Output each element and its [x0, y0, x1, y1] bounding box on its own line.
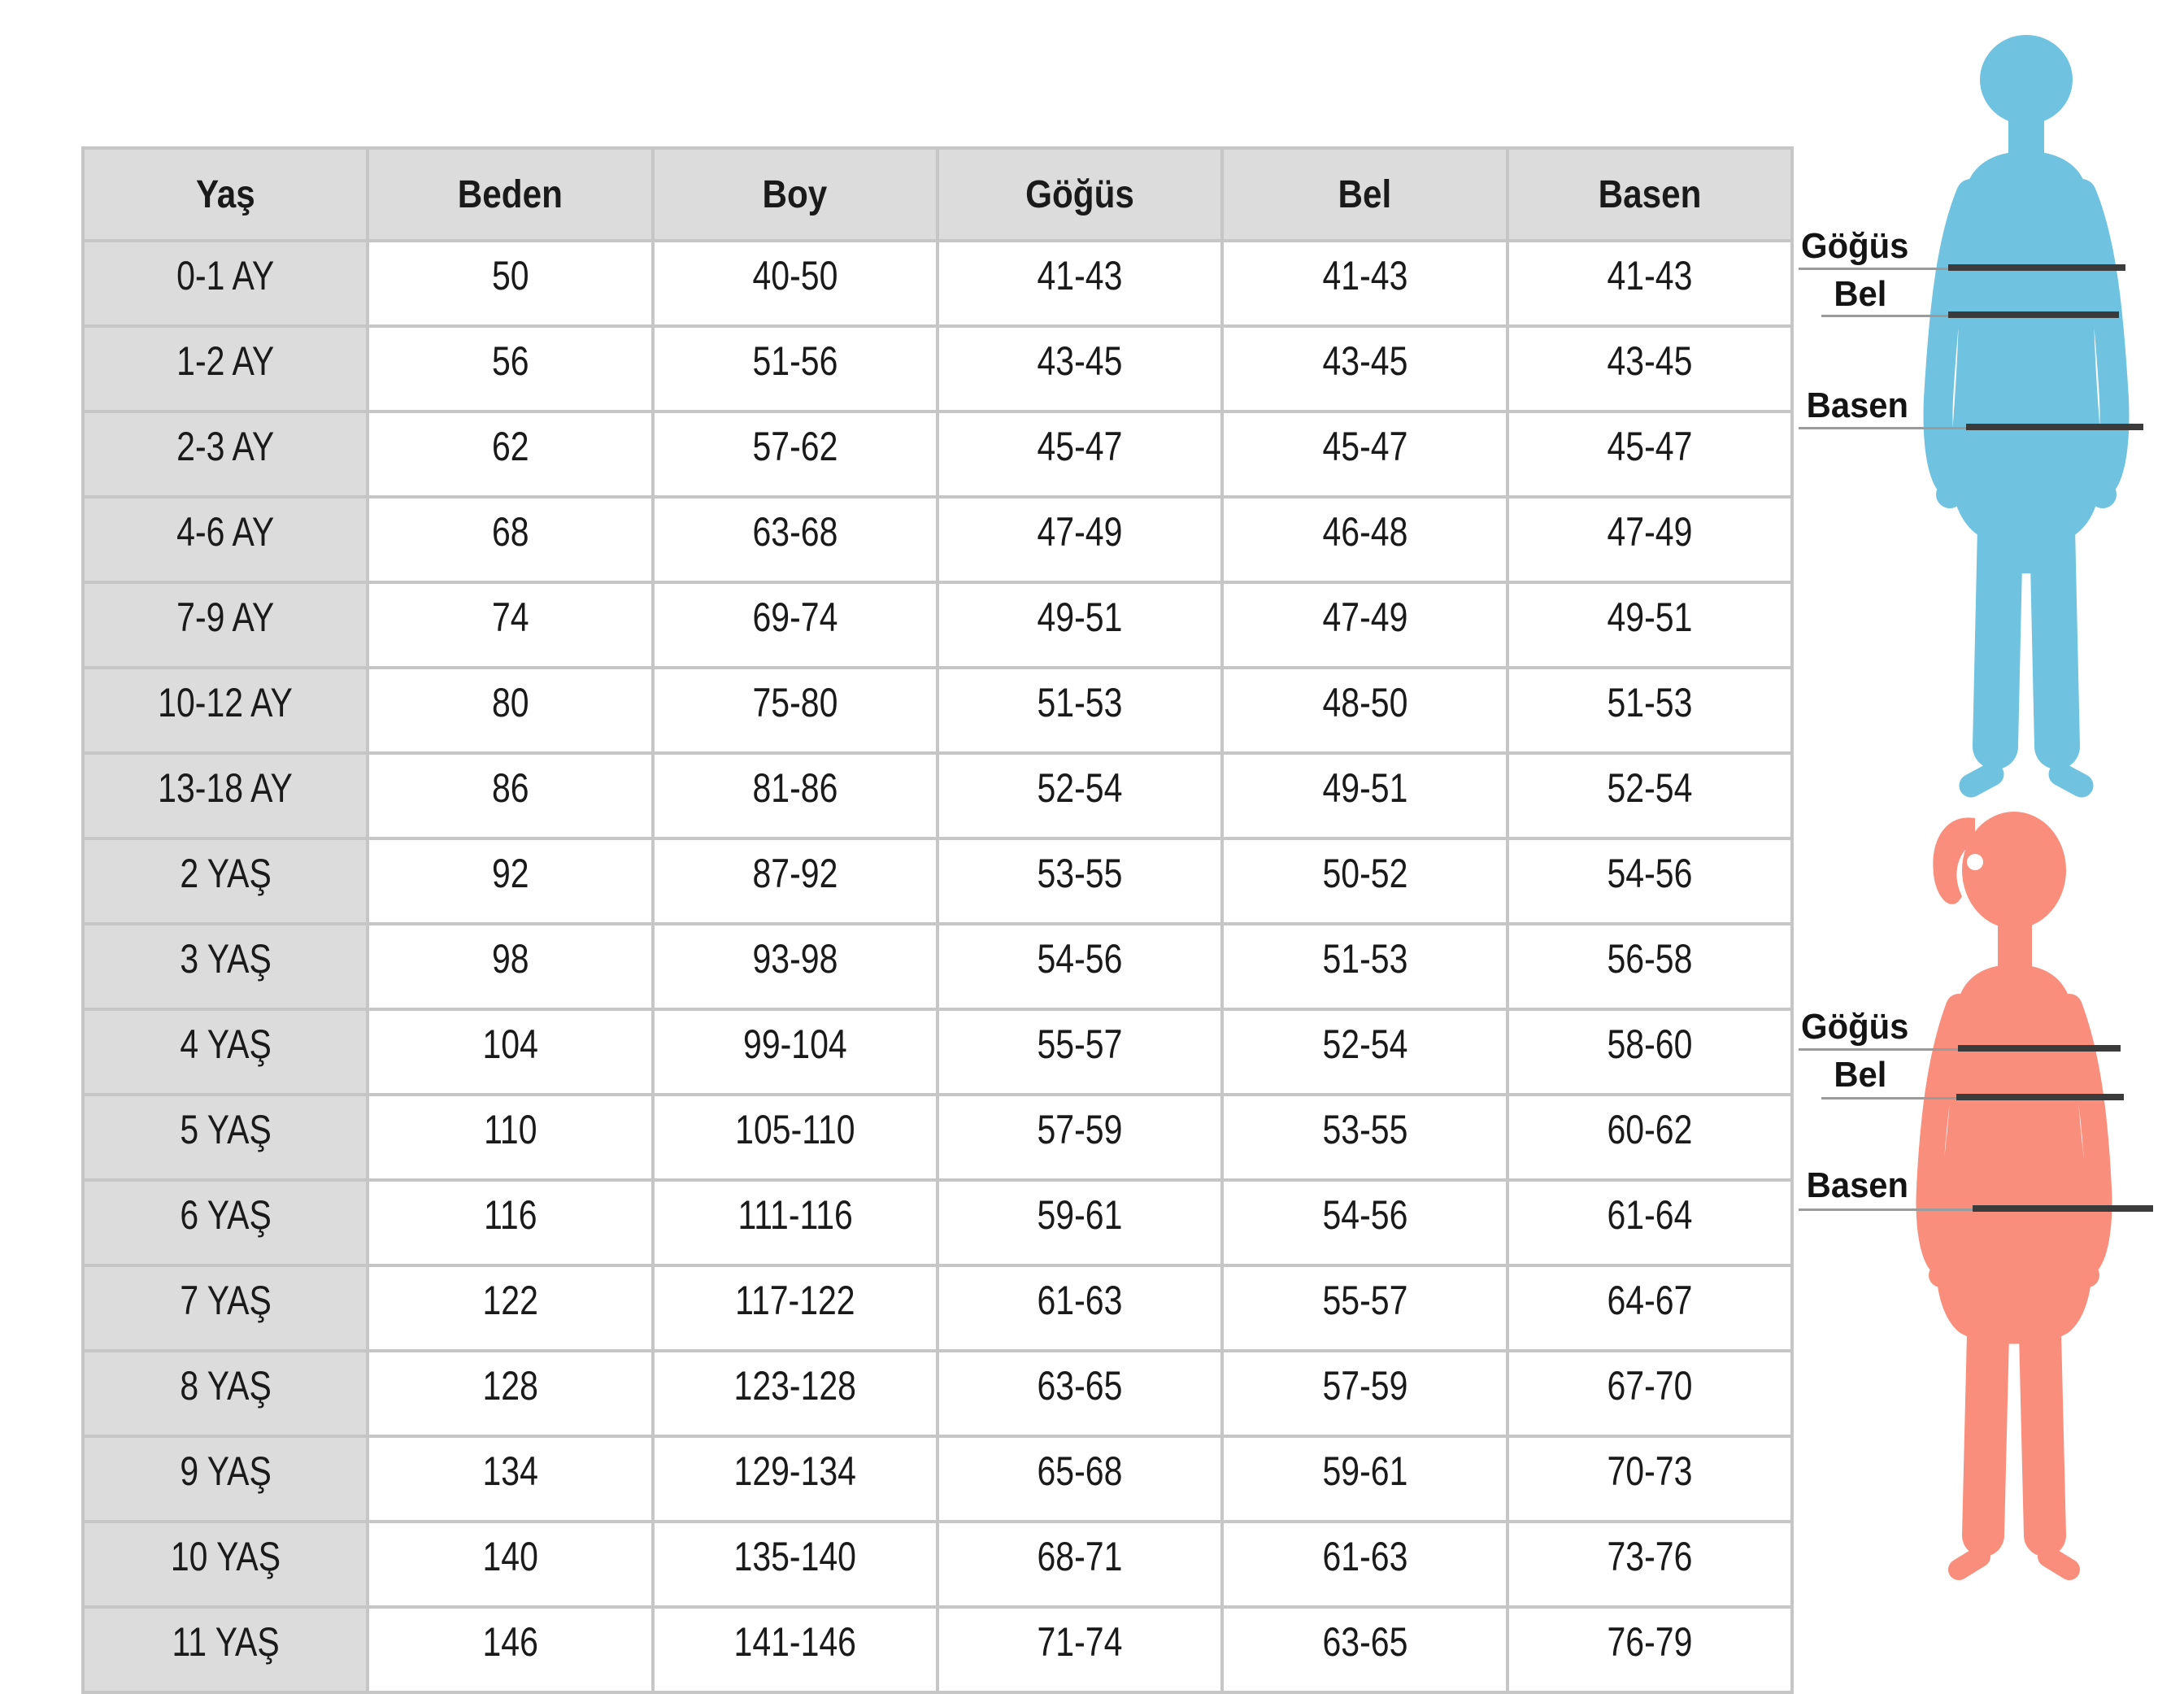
table-cell-boy: [653, 412, 938, 497]
cell-value: 70-73: [1607, 1448, 1693, 1494]
table-cell-bel: [1222, 924, 1507, 1009]
table-row: [83, 1265, 1792, 1351]
cell-value: 45-47: [1037, 424, 1123, 469]
cell-value: 47-49: [1322, 594, 1407, 640]
cell-value: 54-56: [1607, 851, 1693, 896]
cell-value: 57-62: [752, 424, 838, 469]
girl-bel-leader-line: [1821, 1097, 1961, 1100]
table-cell-gogus: [938, 1265, 1222, 1351]
cell-value: 3 YAŞ: [179, 936, 272, 982]
table-cell-boy: [653, 1351, 938, 1436]
cell-value: 51-56: [752, 338, 838, 384]
table-cell-bel: [1222, 1522, 1507, 1607]
cell-value: 54-56: [1037, 936, 1123, 982]
cell-value: 51-53: [1322, 936, 1407, 982]
table-cell-boy: [653, 668, 938, 753]
table-cell-basen: [1507, 326, 1792, 412]
cell-value: 8 YAŞ: [179, 1363, 272, 1409]
size-table: [81, 146, 1794, 1694]
table-cell-beden: [368, 1607, 652, 1692]
cell-value: 51-53: [1607, 680, 1693, 725]
table-cell-age: [83, 838, 368, 924]
table-cell-boy: [653, 1180, 938, 1265]
table-cell-gogus: [938, 412, 1222, 497]
cell-value: 68: [491, 509, 529, 555]
cell-value: 57-59: [1037, 1107, 1123, 1152]
cell-value: 49-51: [1037, 594, 1123, 640]
girl-basen-measure-line: [1973, 1205, 2153, 1212]
table-row: [83, 241, 1792, 326]
cell-value: 5 YAŞ: [179, 1107, 272, 1152]
boy-bel-leader-line: [1821, 315, 1953, 317]
table-cell-beden: [368, 1180, 652, 1265]
column-header-boy: [653, 148, 938, 241]
column-header-label: Boy: [762, 172, 828, 216]
cell-value: 134: [482, 1448, 538, 1494]
boy-bel-measure-line: [1948, 311, 2119, 318]
table-cell-age: [83, 497, 368, 582]
table-cell-age: [83, 326, 368, 412]
table-cell-age: [83, 412, 368, 497]
table-cell-basen: [1507, 1522, 1792, 1607]
table-cell-age: [83, 1095, 368, 1180]
table-row: [83, 1009, 1792, 1095]
table-cell-boy: [653, 753, 938, 838]
cell-value: 111-116: [737, 1192, 853, 1238]
cell-value: 13-18 AY: [158, 765, 293, 811]
table-cell-age: [83, 1436, 368, 1522]
cell-value: 41-43: [1322, 253, 1407, 298]
table-cell-gogus: [938, 1351, 1222, 1436]
cell-value: 98: [491, 936, 529, 982]
table-row: [83, 838, 1792, 924]
cell-value: 62: [491, 424, 529, 469]
table-cell-age: [83, 1351, 368, 1436]
cell-value: 123-128: [733, 1363, 857, 1409]
table-cell-beden: [368, 241, 652, 326]
cell-value: 60-62: [1607, 1107, 1693, 1152]
cell-value: 75-80: [752, 680, 838, 725]
cell-value: 53-55: [1037, 851, 1123, 896]
table-row: [83, 1607, 1792, 1692]
table-cell-boy: [653, 1265, 938, 1351]
table-cell-bel: [1222, 1180, 1507, 1265]
cell-value: 116: [483, 1192, 537, 1238]
cell-value: 11 YAŞ: [172, 1619, 280, 1665]
cell-value: 69-74: [752, 594, 838, 640]
column-header-label: Bel: [1338, 172, 1392, 216]
cell-value: 10-12 AY: [158, 680, 293, 725]
table-cell-boy: [653, 838, 938, 924]
boy-basen-leader-line: [1799, 427, 1971, 429]
cell-value: 7 YAŞ: [179, 1278, 272, 1323]
table-cell-gogus: [938, 582, 1222, 668]
table-row: [83, 497, 1792, 582]
column-header-label: Yaş: [195, 172, 255, 216]
cell-value: 87-92: [752, 851, 838, 896]
cell-value: 99-104: [742, 1021, 847, 1067]
table-cell-basen: [1507, 241, 1792, 326]
cell-value: 63-65: [1037, 1363, 1123, 1409]
cell-value: 10 YAŞ: [170, 1534, 281, 1579]
table-cell-basen: [1507, 1180, 1792, 1265]
column-header-bel: [1222, 148, 1507, 241]
girl-bel-measure-line: [1956, 1094, 2124, 1100]
cell-value: 9 YAŞ: [179, 1448, 272, 1494]
cell-value: 0-1 AY: [176, 253, 275, 298]
table-cell-beden: [368, 1009, 652, 1095]
boy-basen-measure-line: [1966, 424, 2143, 430]
cell-value: 110: [483, 1107, 537, 1152]
table-cell-bel: [1222, 1095, 1507, 1180]
cell-value: 41-43: [1037, 253, 1123, 298]
boy-gogus-measure-line: [1948, 264, 2125, 271]
table-cell-basen: [1507, 753, 1792, 838]
table-cell-gogus: [938, 838, 1222, 924]
cell-value: 2-3 AY: [176, 424, 275, 469]
cell-value: 1-2 AY: [176, 338, 275, 384]
cell-value: 52-54: [1607, 765, 1693, 811]
column-header-beden: [368, 148, 652, 241]
table-cell-age: [83, 753, 368, 838]
table-cell-gogus: [938, 1095, 1222, 1180]
table-row: [83, 753, 1792, 838]
table-cell-gogus: [938, 241, 1222, 326]
table-cell-beden: [368, 326, 652, 412]
table-cell-boy: [653, 1095, 938, 1180]
boy-gogus-label: Göğüs: [1801, 226, 1909, 266]
cell-value: 64-67: [1607, 1278, 1693, 1323]
boy-silhouette: [1911, 33, 2159, 805]
cell-value: 67-70: [1607, 1363, 1693, 1409]
table-cell-basen: [1507, 838, 1792, 924]
cell-value: 122: [482, 1278, 538, 1323]
cell-value: 43-45: [1607, 338, 1693, 384]
table-cell-gogus: [938, 668, 1222, 753]
cell-value: 86: [491, 765, 529, 811]
cell-value: 49-51: [1607, 594, 1693, 640]
table-row: [83, 1180, 1792, 1265]
cell-value: 57-59: [1322, 1363, 1407, 1409]
table-cell-basen: [1507, 1009, 1792, 1095]
cell-value: 41-43: [1607, 253, 1693, 298]
cell-value: 55-57: [1322, 1278, 1407, 1323]
cell-value: 65-68: [1037, 1448, 1123, 1494]
table-cell-gogus: [938, 924, 1222, 1009]
table-cell-bel: [1222, 838, 1507, 924]
boy-figure-icon: [1911, 33, 2159, 805]
table-cell-beden: [368, 838, 652, 924]
table-cell-boy: [653, 1607, 938, 1692]
table-cell-gogus: [938, 326, 1222, 412]
cell-value: 45-47: [1607, 424, 1693, 469]
cell-value: 40-50: [752, 253, 838, 298]
size-table-body: [83, 241, 1792, 1692]
table-cell-gogus: [938, 1522, 1222, 1607]
table-cell-basen: [1507, 924, 1792, 1009]
girl-gogus-label: Göğüs: [1801, 1007, 1909, 1047]
cell-value: 46-48: [1322, 509, 1407, 555]
table-cell-beden: [368, 412, 652, 497]
cell-value: 50-52: [1322, 851, 1407, 896]
table-cell-bel: [1222, 1436, 1507, 1522]
girl-silhouette: [1907, 805, 2167, 1590]
girl-bel-label: Bel: [1834, 1055, 1887, 1095]
table-row: [83, 668, 1792, 753]
cell-value: 52-54: [1037, 765, 1123, 811]
table-cell-bel: [1222, 326, 1507, 412]
table-cell-basen: [1507, 582, 1792, 668]
cell-value: 140: [482, 1534, 538, 1579]
table-row: [83, 582, 1792, 668]
column-header-label: Basen: [1598, 172, 1702, 216]
table-cell-bel: [1222, 497, 1507, 582]
table-cell-basen: [1507, 1095, 1792, 1180]
cell-value: 80: [491, 680, 529, 725]
cell-value: 73-76: [1607, 1534, 1693, 1579]
cell-value: 135-140: [733, 1534, 857, 1579]
table-cell-beden: [368, 1265, 652, 1351]
cell-value: 48-50: [1322, 680, 1407, 725]
table-cell-age: [83, 1265, 368, 1351]
table-cell-bel: [1222, 1607, 1507, 1692]
cell-value: 141-146: [733, 1619, 857, 1665]
cell-value: 59-61: [1037, 1192, 1123, 1238]
column-header-yas: [83, 148, 368, 241]
cell-value: 61-63: [1322, 1534, 1407, 1579]
table-cell-basen: [1507, 497, 1792, 582]
table-cell-beden: [368, 497, 652, 582]
cell-value: 4 YAŞ: [179, 1021, 272, 1067]
table-cell-bel: [1222, 753, 1507, 838]
table-cell-bel: [1222, 241, 1507, 326]
table-cell-bel: [1222, 582, 1507, 668]
cell-value: 74: [491, 594, 529, 640]
cell-value: 59-61: [1322, 1448, 1407, 1494]
table-cell-basen: [1507, 1351, 1792, 1436]
cell-value: 128: [482, 1363, 538, 1409]
cell-value: 146: [482, 1619, 538, 1665]
table-cell-boy: [653, 241, 938, 326]
cell-value: 47-49: [1037, 509, 1123, 555]
table-cell-beden: [368, 668, 652, 753]
cell-value: 43-45: [1037, 338, 1123, 384]
table-cell-beden: [368, 582, 652, 668]
table-row: [83, 1351, 1792, 1436]
table-row: [83, 1436, 1792, 1522]
cell-value: 58-60: [1607, 1021, 1693, 1067]
cell-value: 117-122: [735, 1278, 855, 1323]
cell-value: 56-58: [1607, 936, 1693, 982]
table-row: [83, 326, 1792, 412]
table-row: [83, 1522, 1792, 1607]
boy-gogus-leader-line: [1799, 268, 1955, 270]
cell-value: 6 YAŞ: [179, 1192, 272, 1238]
table-cell-basen: [1507, 1436, 1792, 1522]
cell-value: 45-47: [1322, 424, 1407, 469]
girl-gogus-measure-line: [1958, 1045, 2121, 1052]
cell-value: 53-55: [1322, 1107, 1407, 1152]
table-cell-boy: [653, 497, 938, 582]
cell-value: 104: [482, 1021, 538, 1067]
girl-figure-icon: [1907, 805, 2167, 1590]
table-cell-boy: [653, 1522, 938, 1607]
header-row: [83, 148, 1792, 241]
boy-basen-label: Basen: [1806, 385, 1909, 425]
table-cell-beden: [368, 1351, 652, 1436]
cell-value: 2 YAŞ: [179, 851, 272, 896]
table-cell-age: [83, 1009, 368, 1095]
cell-value: 71-74: [1037, 1619, 1123, 1665]
cell-value: 81-86: [752, 765, 838, 811]
cell-value: 54-56: [1322, 1192, 1407, 1238]
cell-value: 4-6 AY: [176, 509, 275, 555]
table-cell-beden: [368, 924, 652, 1009]
cell-value: 105-110: [735, 1107, 855, 1152]
cell-value: 52-54: [1322, 1021, 1407, 1067]
table-row: [83, 1095, 1792, 1180]
girl-gogus-leader-line: [1799, 1048, 1963, 1051]
table-row: [83, 924, 1792, 1009]
table-cell-age: [83, 241, 368, 326]
cell-value: 50: [491, 253, 529, 298]
table-cell-boy: [653, 582, 938, 668]
table-cell-bel: [1222, 412, 1507, 497]
table-cell-bel: [1222, 1351, 1507, 1436]
table-cell-gogus: [938, 753, 1222, 838]
table-cell-age: [83, 924, 368, 1009]
table-cell-boy: [653, 924, 938, 1009]
cell-value: 47-49: [1607, 509, 1693, 555]
cell-value: 76-79: [1607, 1619, 1693, 1665]
column-header-gogus: [938, 148, 1222, 241]
column-header-label: Göğüs: [1025, 172, 1135, 216]
girl-basen-label: Basen: [1806, 1165, 1909, 1205]
table-cell-gogus: [938, 1009, 1222, 1095]
table-cell-basen: [1507, 412, 1792, 497]
table-row: [83, 412, 1792, 497]
size-table-container: [81, 146, 1794, 1665]
table-cell-beden: [368, 1522, 652, 1607]
table-cell-age: [83, 668, 368, 753]
table-cell-bel: [1222, 1265, 1507, 1351]
column-header-basen: [1507, 148, 1792, 241]
table-cell-age: [83, 1607, 368, 1692]
girl-basen-leader-line: [1799, 1208, 1977, 1211]
table-cell-basen: [1507, 1607, 1792, 1692]
table-cell-gogus: [938, 1607, 1222, 1692]
cell-value: 68-71: [1037, 1534, 1123, 1579]
table-cell-basen: [1507, 1265, 1792, 1351]
cell-value: 93-98: [752, 936, 838, 982]
table-cell-bel: [1222, 668, 1507, 753]
table-cell-beden: [368, 1095, 652, 1180]
table-cell-boy: [653, 1009, 938, 1095]
cell-value: 129-134: [733, 1448, 857, 1494]
table-cell-age: [83, 582, 368, 668]
cell-value: 43-45: [1322, 338, 1407, 384]
cell-value: 61-63: [1037, 1278, 1123, 1323]
table-cell-boy: [653, 1436, 938, 1522]
column-header-label: Beden: [457, 172, 563, 216]
table-cell-beden: [368, 1436, 652, 1522]
table-cell-gogus: [938, 1180, 1222, 1265]
boy-bel-label: Bel: [1834, 274, 1887, 314]
table-cell-bel: [1222, 1009, 1507, 1095]
cell-value: 63-65: [1322, 1619, 1407, 1665]
cell-value: 61-64: [1607, 1192, 1693, 1238]
cell-value: 7-9 AY: [176, 594, 275, 640]
table-cell-gogus: [938, 497, 1222, 582]
table-cell-age: [83, 1522, 368, 1607]
table-cell-beden: [368, 753, 652, 838]
table-cell-boy: [653, 326, 938, 412]
table-cell-age: [83, 1180, 368, 1265]
size-table-header: [83, 148, 1792, 241]
table-cell-basen: [1507, 668, 1792, 753]
cell-value: 63-68: [752, 509, 838, 555]
cell-value: 55-57: [1037, 1021, 1123, 1067]
cell-value: 56: [491, 338, 529, 384]
cell-value: 92: [491, 851, 529, 896]
cell-value: 49-51: [1322, 765, 1407, 811]
cell-value: 51-53: [1037, 680, 1123, 725]
table-cell-gogus: [938, 1436, 1222, 1522]
